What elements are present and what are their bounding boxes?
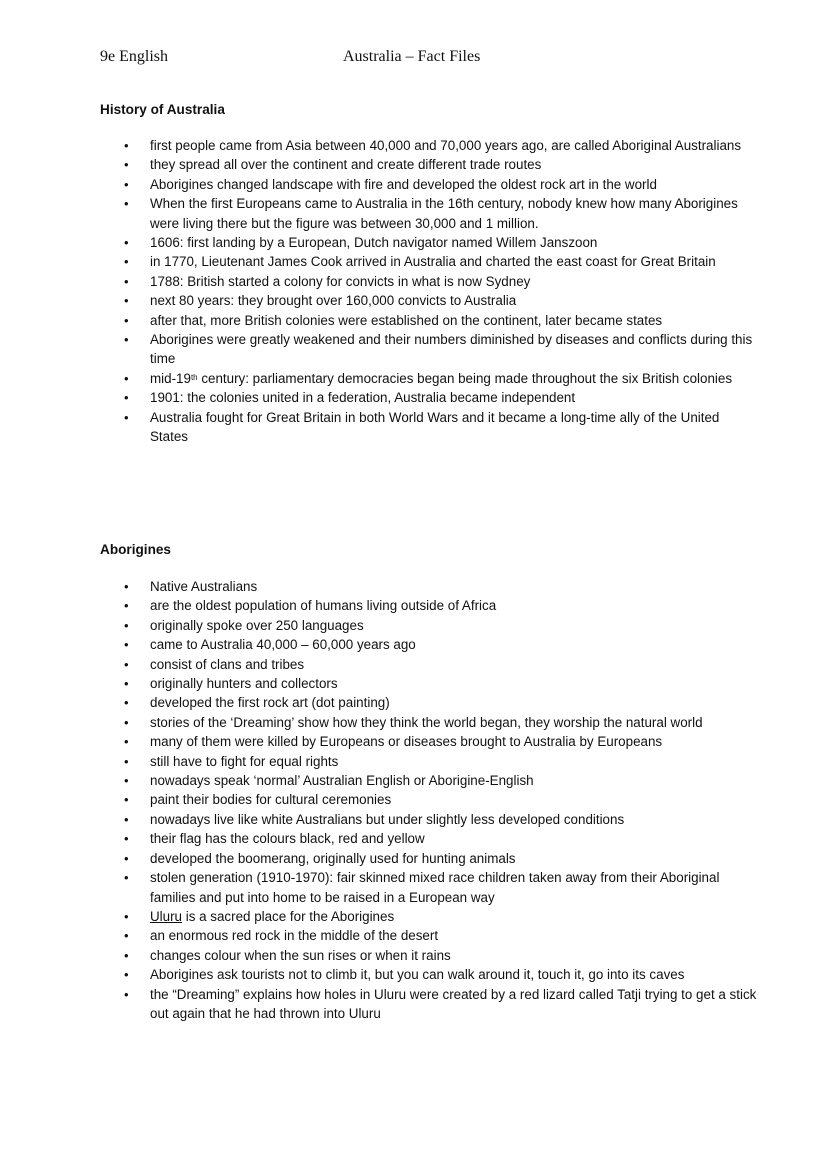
bullet-icon: • <box>124 617 129 633</box>
bullet-icon: • <box>124 332 129 348</box>
bullet-icon: • <box>124 773 129 789</box>
bullet-icon: • <box>124 254 129 270</box>
bullet-icon: • <box>124 714 129 730</box>
bullet-icon: • <box>124 792 129 808</box>
list-item: • mid-19th century: parliamentary democracies began being made throughout the six British colonies <box>100 369 760 388</box>
list-item: • originally spoke over 250 languages <box>100 616 760 635</box>
list-item: • 1901: the colonies united in a federation, Australia became independent <box>100 388 760 407</box>
bullet-icon: • <box>124 695 129 711</box>
list-item: • developed the boomerang, originally used for hunting animals <box>100 849 760 868</box>
bullet-icon: • <box>124 947 129 963</box>
course-label: 9e English <box>100 48 168 65</box>
bullet-icon: • <box>124 196 129 212</box>
list-item: • next 80 years: they brought over 160,000 convicts to Australia <box>100 291 760 310</box>
list-item: • their flag has the colours black, red and yellow <box>100 829 760 848</box>
list-item: • developed the first rock art (dot painting) <box>100 693 760 712</box>
bullet-icon: • <box>124 850 129 866</box>
bullet-icon: • <box>124 637 129 653</box>
list-item: • an enormous red rock in the middle of the desert <box>100 926 760 945</box>
history-list <box>100 136 760 447</box>
bullet-icon: • <box>124 908 129 924</box>
bullet-icon: • <box>124 656 129 672</box>
list-item: • stolen generation (1910-1970): fair skinned mixed race children taken away from their Aboriginal families and put into home to be raised in a European way <box>124 870 720 905</box>
bullet-icon: • <box>124 753 129 769</box>
aborigines-list <box>100 577 760 1023</box>
list-item: • Aborigines changed landscape with fire and developed the oldest rock art in the world <box>100 175 760 194</box>
list-item: • are the oldest population of humans living outside of Africa <box>100 596 760 615</box>
list-item: • nowadays live like white Australians but under slightly less developed conditions <box>100 810 760 829</box>
bullet-icon: • <box>124 370 129 386</box>
bullet-icon: • <box>124 293 129 309</box>
aborigines-heading: Aborigines <box>100 542 171 557</box>
uluru-term: Uluru <box>150 908 182 924</box>
page-header <box>0 48 828 72</box>
history-heading: History of Australia <box>100 102 225 117</box>
list-item: • changes colour when the sun rises or when it rains <box>100 946 760 965</box>
bullet-icon: • <box>124 831 129 847</box>
list-item: • Australia fought for Great Britain in both World Wars and it became a long-time ally of the United States <box>124 409 720 445</box>
list-item: • the “Dreaming” explains how holes in Uluru were created by a red lizard called Tatji trying to get a stick out again that he had thrown into Uluru <box>124 986 757 1021</box>
list-item: • in 1770, Lieutenant James Cook arrived in Australia and charted the east coast for Great Britain <box>100 252 760 271</box>
list-item: • after that, more British colonies were established on the continent, later became states <box>100 311 760 330</box>
bullet-icon: • <box>124 579 129 594</box>
list-item: • Aborigines were greatly weakened and their numbers diminished by diseases and conflicts during this time <box>124 332 753 367</box>
bullet-icon: • <box>124 986 129 1002</box>
bullet-icon: • <box>124 235 129 251</box>
list-item: • When the first Europeans came to Australia in the 16th century, nobody knew how many Aborigines were living there but the figure was between 30,000 and 1 million. <box>124 196 738 231</box>
list-item: • Uluru is a sacred place for the Aborigines <box>100 907 760 926</box>
list-item: • Native Australians <box>100 577 760 596</box>
bullet-icon: • <box>124 967 129 983</box>
list-item: • 1788: British started a colony for convicts in what is now Sydney <box>100 272 760 291</box>
aborigines-section <box>100 540 760 1023</box>
list-item: • they spread all over the continent and create different trade routes <box>100 155 760 174</box>
bullet-icon: • <box>124 138 129 153</box>
bullet-icon: • <box>124 811 129 827</box>
list-item: • Aborigines ask tourists not to climb it, but you can walk around it, touch it, go into its caves <box>100 965 760 984</box>
document-title: Australia – Fact Files <box>343 48 481 65</box>
history-section <box>100 100 760 447</box>
list-item: • first people came from Asia between 40,000 and 70,000 years ago, are called Aboriginal Australians <box>100 136 760 155</box>
bullet-icon: • <box>124 870 129 886</box>
bullet-icon: • <box>124 390 129 406</box>
bullet-icon: • <box>124 176 129 192</box>
bullet-icon: • <box>124 928 129 944</box>
list-item: • paint their bodies for cultural ceremonies <box>100 790 760 809</box>
list-item: • came to Australia 40,000 – 60,000 years ago <box>100 635 760 654</box>
bullet-icon: • <box>124 598 129 614</box>
bullet-icon: • <box>124 409 129 425</box>
bullet-icon: • <box>124 312 129 328</box>
list-item: • still have to fight for equal rights <box>100 752 760 771</box>
list-item: • originally hunters and collectors <box>100 674 760 693</box>
bullet-icon: • <box>124 734 129 750</box>
bullet-icon: • <box>124 157 129 173</box>
list-item: • many of them were killed by Europeans or diseases brought to Australia by Europeans <box>100 732 760 751</box>
bullet-icon: • <box>124 676 129 692</box>
list-item: • nowadays speak ‘normal’ Australian English or Aborigine-English <box>100 771 760 790</box>
bullet-icon: • <box>124 273 129 289</box>
list-item: • stories of the ‘Dreaming’ show how they think the world began, they worship the natural world <box>100 713 760 732</box>
list-item: • 1606: first landing by a European, Dutch navigator named Willem Janszoon <box>100 233 760 252</box>
list-item: • consist of clans and tribes <box>100 655 760 674</box>
